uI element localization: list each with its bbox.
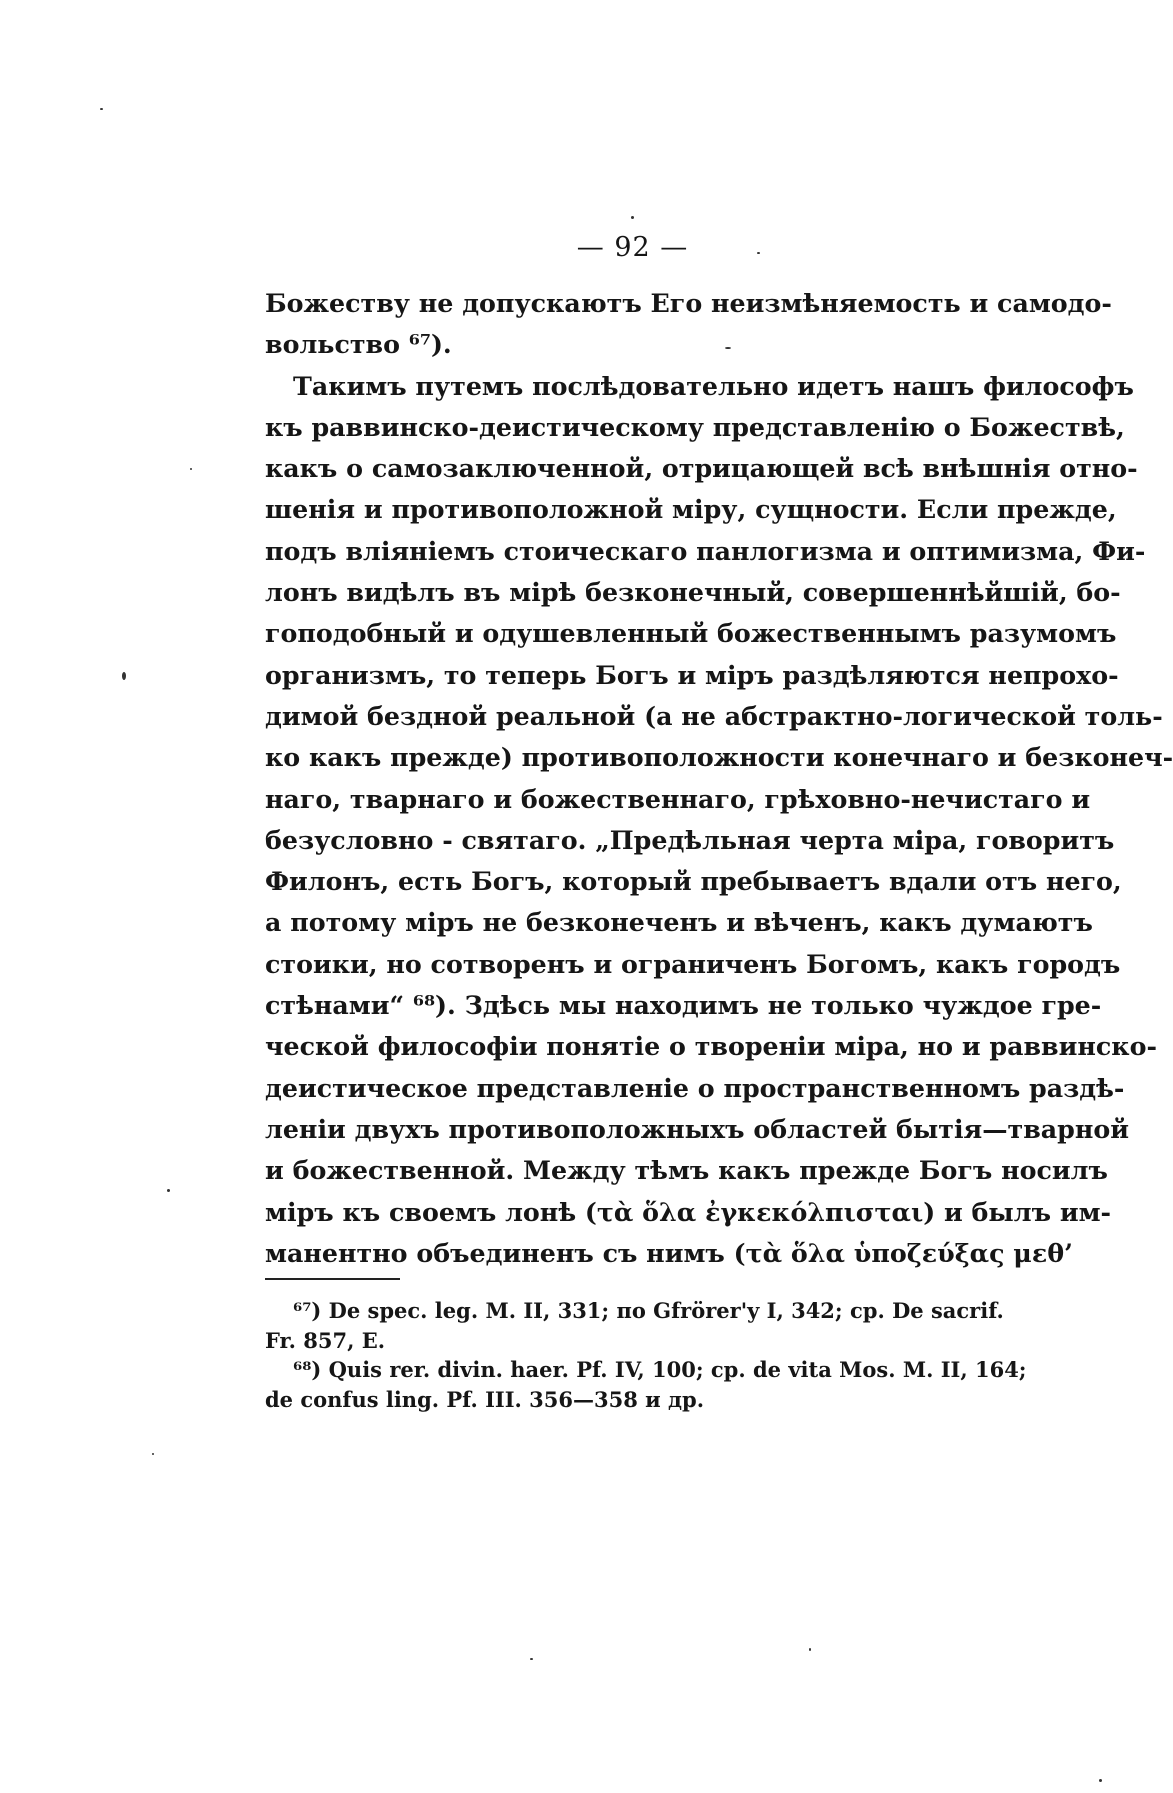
- text-line: ко какъ прежде) противоположности конечнаго и безконеч-: [265, 742, 1173, 773]
- text-line: наго, тварнаго и божественнаго, грѣховно-нечистаго и: [265, 783, 1091, 814]
- text-line: Божеству не допускаютъ Его неизмѣняемость и самодо-: [265, 288, 1112, 318]
- scan-speck: [152, 1453, 154, 1455]
- text-line: шенія и противоположной міру, сущности. Если прежде,: [265, 494, 1117, 525]
- scan-speck: [167, 1189, 170, 1192]
- text-line: стоики, но сотворенъ и ограниченъ Богомъ, какъ городъ: [265, 948, 1121, 979]
- scan-speck: [100, 108, 103, 110]
- text-line: къ раввинско-деистическому представленію о Божествѣ,: [265, 411, 1125, 442]
- text-line: міръ къ своемъ лонѣ (τὰ ὅλα ἐγκεκόλπισται) и былъ им-: [265, 1196, 1112, 1227]
- footnote-line: ⁶⁷) De spec. leg. M. II, 331; по Gfrörer'y I, 342; ср. De sacrif.: [293, 1298, 1004, 1323]
- text-line: ческой философіи понятіе о твореніи міра, но и раввинско-: [265, 1031, 1157, 1062]
- text-line: и божественной. Между тѣмъ какъ прежде Богъ носилъ: [265, 1155, 1108, 1186]
- text-line: организмъ, то теперь Богъ и міръ раздѣляются непрохо-: [265, 659, 1119, 690]
- text-line: Такимъ путемъ послѣдовательно идетъ нашъ философъ: [293, 370, 1134, 401]
- text-line: а потому міръ не безконеченъ и вѣченъ, какъ думаютъ: [265, 907, 1093, 938]
- text-line: лонъ видѣлъ въ мірѣ безконечный, совершеннѣйшій, бо-: [265, 577, 1121, 608]
- scan-speck: [190, 468, 192, 470]
- text-line: димой бездной реальной (а не абстрактно-логической толь-: [265, 700, 1163, 731]
- text-line: безусловно - святаго. „Предѣльная черта міра, говоритъ: [265, 824, 1115, 855]
- footnotes: [265, 1296, 1027, 1414]
- text-line: подъ вліяніемъ стоическаго панлогизма и оптимизма, Фи-: [265, 535, 1146, 566]
- scan-speck: [530, 1658, 533, 1660]
- text-line: леніи двухъ противоположныхъ областей бытія—тварной: [265, 1113, 1130, 1144]
- text-line: гоподобный и одушевленный божественнымъ разумомъ: [265, 618, 1117, 649]
- footnote-separator: [265, 1278, 400, 1280]
- footnote-line: de confus ling. Pf. III. 356—358 и др.: [265, 1386, 705, 1412]
- text-line: стѣнами“ ⁶⁸). Здѣсь мы находимъ не только чуждое гре-: [265, 990, 1102, 1021]
- scan-speck: [757, 252, 760, 254]
- page-number: — 92 —: [576, 232, 689, 263]
- footnote-line: Fr. 857, E.: [265, 1327, 386, 1353]
- scan-speck: [631, 216, 634, 219]
- scan-speck: [1099, 1779, 1102, 1782]
- scan-speck: [122, 672, 126, 680]
- text-line: какъ о самозаключенной, отрицающей всѣ внѣшнія отно-: [265, 453, 1138, 484]
- text-line: деистическое представленіе о пространственномъ раздѣ-: [265, 1072, 1125, 1103]
- text-line: вольство ⁶⁷).: [265, 329, 452, 360]
- text-line: манентно объединенъ съ нимъ (τὰ ὅλα ὑποζεύξας μεθ’: [265, 1237, 1073, 1268]
- footnote-line: ⁶⁸) Quis rer. divin. haer. Pf. IV, 100; ср. de vita Mos. M. II, 164;: [293, 1357, 1027, 1382]
- text-line: Филонъ, есть Богъ, который пребываетъ вдали отъ него,: [265, 866, 1122, 897]
- main-text: [265, 283, 1173, 1274]
- scan-speck: [725, 347, 731, 349]
- scan-speck: [809, 1648, 811, 1651]
